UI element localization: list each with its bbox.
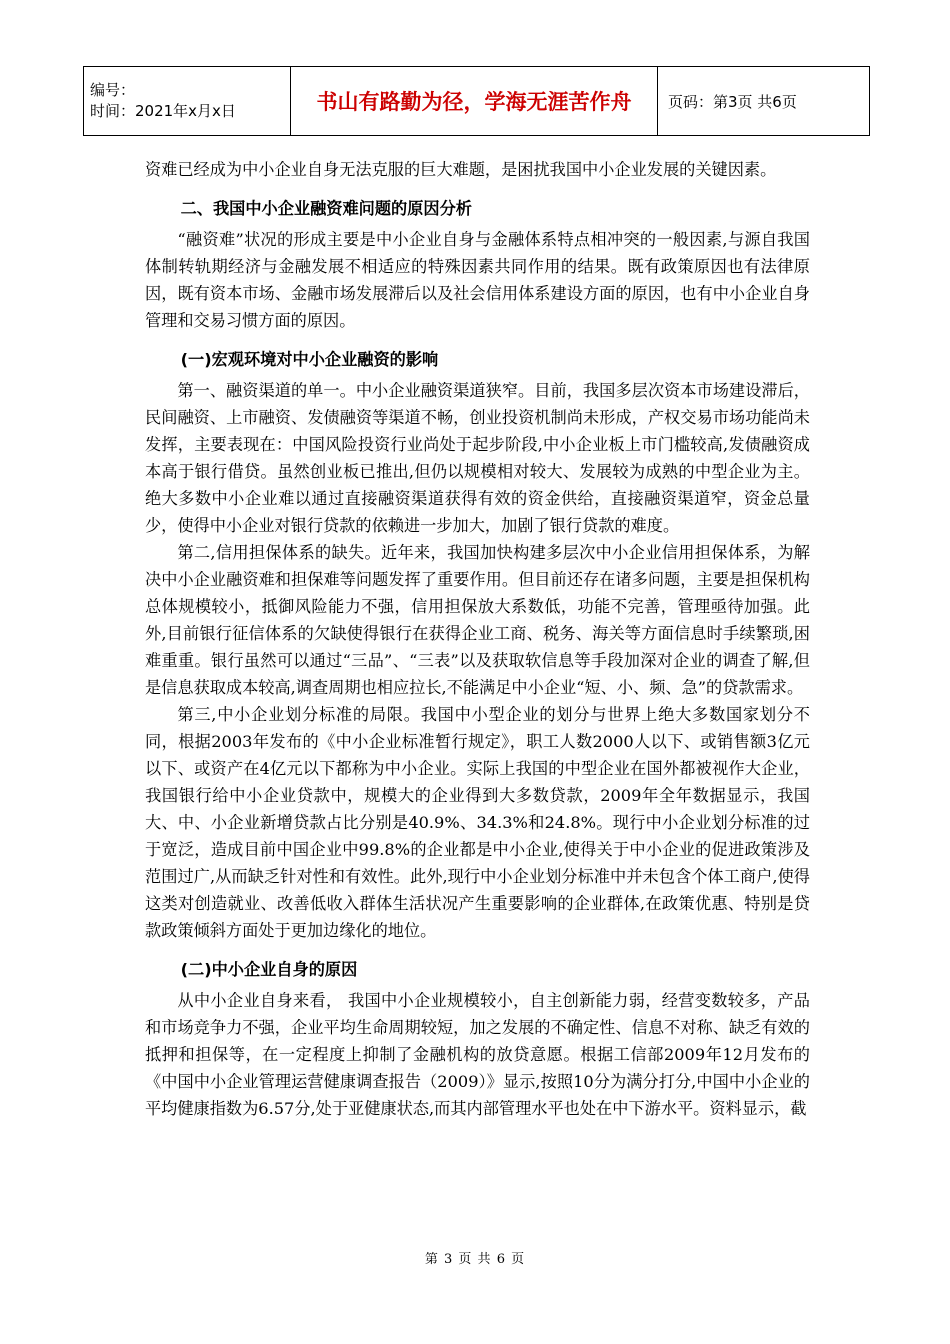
paragraph-credit-guarantee: 第二,信用担保体系的缺失。近年来，我国加快构建多层次中小企业信用担保体系，为解决中小企业融资难和担保难等问题发挥了重要作用。但目前还存在诸多问题，主要是担保机构总体规模较小，抵御风险能力不强，信用担保放大系数低，功能不完善，管理亟待加强。此外,目前银行征信体系的欠缺使得银行在获得企业工商、税务、海关等方面信息时手续繁琐,困难重重。银行虽然可以通过“三品”、“三表”以及获取软信息等手段加深对企业的调查了解,但是信息获取成本较高,调查周期也相应拉长,不能满足中小企业“短、小、频、急”的贷款需求。 xyxy=(145,543,810,697)
header-info-cell xyxy=(84,67,291,136)
page-header xyxy=(83,66,870,136)
header-page-number: 页码：第3页 共6页 xyxy=(658,67,870,136)
paragraph-financing-channel: 第一、融资渠道的单一。中小企业融资渠道狭窄。目前，我国多层次资本市场建设滞后，民间融资、上市融资、发债融资等渠道不畅，创业投资机制尚未形成，产权交易市场功能尚未发挥，主要表现在：中国风险投资行业尚处于起步阶段,中小企业板上市门槛较高,发债融资成本高于银行借贷。虽然创业板已推出,但仍以规模相对较大、发展较为成熟的中型企业为主。绝大多数中小企业难以通过直接融资渠道获得有效的资金供给，直接融资渠道窄，资金总量少，使得中小企业对银行贷款的依赖进一步加大，加剧了银行贷款的难度。 xyxy=(145,381,810,535)
page-footer: 第 3 页 共 6 页 xyxy=(424,1252,526,1267)
subsection-heading-internal: (二)中小企业自身的原因 xyxy=(180,960,358,979)
subsection-heading-macro: (一)宏观环境对中小企业融资的影响 xyxy=(180,350,439,369)
paragraph-intro: 资难已经成为中小企业自身无法克服的巨大难题，是困扰我国中小企业发展的关键因素。 xyxy=(145,160,777,179)
section-heading-2: 二、我国中小企业融资难问题的原因分析 xyxy=(180,199,472,218)
header-number: 编号： xyxy=(90,81,136,99)
paragraph-classification-standard: 第三,中小企业划分标准的局限。我国中小型企业的划分与世界上绝大多数国家划分不同，根据2003年发布的《中小企业标准暂行规定》，职工人数2000人以下、或销售额3亿元以下、或资产在4亿元以下都称为中小企业。实际上我国的中型企业在国外都被视作大企业，我国银行给中小企业贷款中，规模大的企业得到大多数贷款，2009年全年数据显示，我国大、中、小企业新增贷款占比分别是40.9%、34.3%和24.8%。现行中小企业划分标准的过于宽泛，造成目前中国企业中99.8%的企业都是中小企业,使得关于中小企业的促进政策涉及范围过广,从而缺乏针对性和有效性。此外,现行中小企业划分标准中并未包含个体工商户,使得这类对创造就业、改善低收入群体生活状况产生重要影响的企业群体,在政策优惠、特别是贷款政策倾斜方面处于更加边缘化的地位。 xyxy=(145,705,810,940)
paragraph-cause-overview: “融资难”状况的形成主要是中小企业自身与金融体系特点相冲突的一般因素,与源自我国体制转轨期经济与金融发展不相适应的特殊因素共同作用的结果。既有政策原因也有法律原因，既有资本市场、金融市场发展滞后以及社会信用体系建设方面的原因，也有中小企业自身管理和交易习惯方面的原因。 xyxy=(145,230,810,330)
paragraph-internal-causes: 从中小企业自身来看， 我国中小企业规模较小，自主创新能力弱，经营变数较多，产品和市场竞争力不强，企业平均生命周期较短，加之发展的不确定性、信息不对称、缺乏有效的抵押和担保等，在一定程度上抑制了金融机构的放贷意愿。根据工信部2009年12月发布的《中国中小企业管理运营健康调查报告（2009）》显示,按照10分为满分打分,中国中小企业的平均健康指数为6.57分,处于亚健康状态,而其内部管理水平也处在中下游水平。资料显示，截 xyxy=(145,991,810,1118)
header-motto: 书山有路勤为径，学海无涯苦作舟 xyxy=(291,67,658,136)
header-time: 时间：2021年x月x日 xyxy=(90,102,236,120)
document-body xyxy=(145,156,810,1122)
